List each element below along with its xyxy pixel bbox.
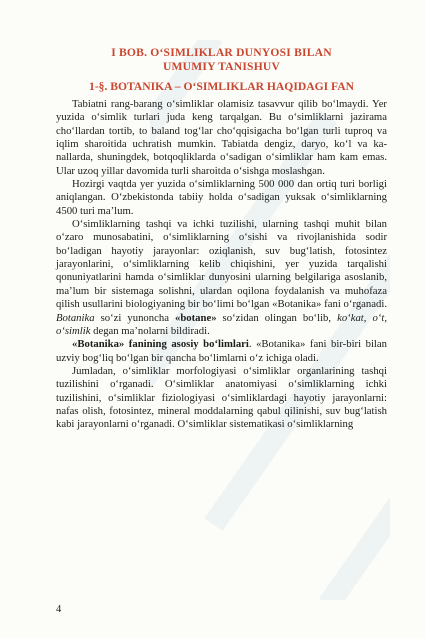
chapter-title-line2: UMUMIY TANISHUV [162, 60, 281, 73]
section-title: 1-§. BOTANIKA – O‘SIMLIKLAR HAQIDAGI FAN [89, 80, 354, 93]
paragraph-botany-definition [56, 218, 387, 338]
term-botanika: Botanika [56, 311, 95, 324]
definition-text: O‘simliklarning tashqi va ichki tuzilishi, ularning tashqi muhit bilan o‘zaro munosabatini, o‘simliklarning o‘sishi va rivojlanishida sodir bo‘ladigan hayotiy jarayonlar: oziqlanish, suv bug‘latish, fotosintez jarayonlarini, o‘simliklarning kelib chiqishini, yer yuzida tarqalishi qonuniyatlarini hamda o‘simliklar dunyosini ularning belgilariga asoslanib, ma’lum bir sistemaga solishni, ulardan oqilona foydalanish va muhofaza qilish usullarini biologiyaning bir bo‘limi bo‘lgan «Botanika» fani o‘rganadi. [56, 218, 387, 311]
page-content [56, 46, 387, 432]
paragraph-intro: Tabiatni rang-barang o‘simliklar olamisiz tasavvur qilib bo‘lmaydi. Yer yuzida o‘simlik turlari juda keng tarqalgan. Bu o‘simliklarni jazirama cho‘llardan tortib, to baland tog‘lar cho‘qqisigacha bo‘lgan turli tuproq va iqlim sharoitida uchratish mumkin. Tabiatda dengiz, daryo, ko‘l va kanallarda, shuningdek, botqoqliklarda o‘sadigan o‘simliklar ham kam emas. Ular uzoq yillar davomida turli sharoitda o‘sishga moslashgan. [56, 98, 387, 177]
paragraph-main-sections [56, 338, 387, 365]
subheading-main-sections: «Botanika» fanining asosiy bo‘limlari [72, 338, 249, 351]
definition-text-2: so‘zi yunoncha [94, 311, 175, 324]
term-botane: «botane» [174, 311, 217, 324]
page-number: 4 [56, 604, 62, 615]
paragraph-branches: Jumladan, o‘simliklar morfologiyasi o‘simliklar organlarining tashqi tuzilishini o‘rganadi. O‘simliklar anatomiyasi o‘simliklarning ichki tuzilishini, o‘simliklar fiziologiyasi o‘simliklardagi hayotiy jarayonlarni: nafas olish, fotosintez, mineral moddalarning qabul qilinishi, suv bug‘latish kabi jarayonlarni o‘rganadi. O‘simliklar sistematikasi o‘simliklarning [56, 364, 387, 431]
definition-text-3: so‘zidan olingan bo‘lib, [216, 311, 338, 324]
term-meanings: ko‘kat, o‘t, o‘simlik [56, 311, 388, 337]
chapter-title-line1: I BOB. O‘SIMLIKLAR DUNYOSI BILAN [111, 46, 332, 59]
main-sections-text: . «Botanika» fani bir-biri bilan uzviy bog‘liq bo‘lgan bir qancha bo‘limlarni o‘z ichiga oladi. [56, 338, 387, 364]
chapter-title [56, 46, 387, 74]
paragraph-species-count: Hozirgi vaqtda yer yuzida o‘simliklarning 500 000 dan ortiq turi borligi aniqlangan. O‘zbekistonda tabiiy holda o‘sadigan yuksak o‘simliklarning 4500 turi ma’lum. [56, 178, 387, 217]
definition-text-4: degan ma’nolarni bildiradi. [90, 324, 210, 337]
